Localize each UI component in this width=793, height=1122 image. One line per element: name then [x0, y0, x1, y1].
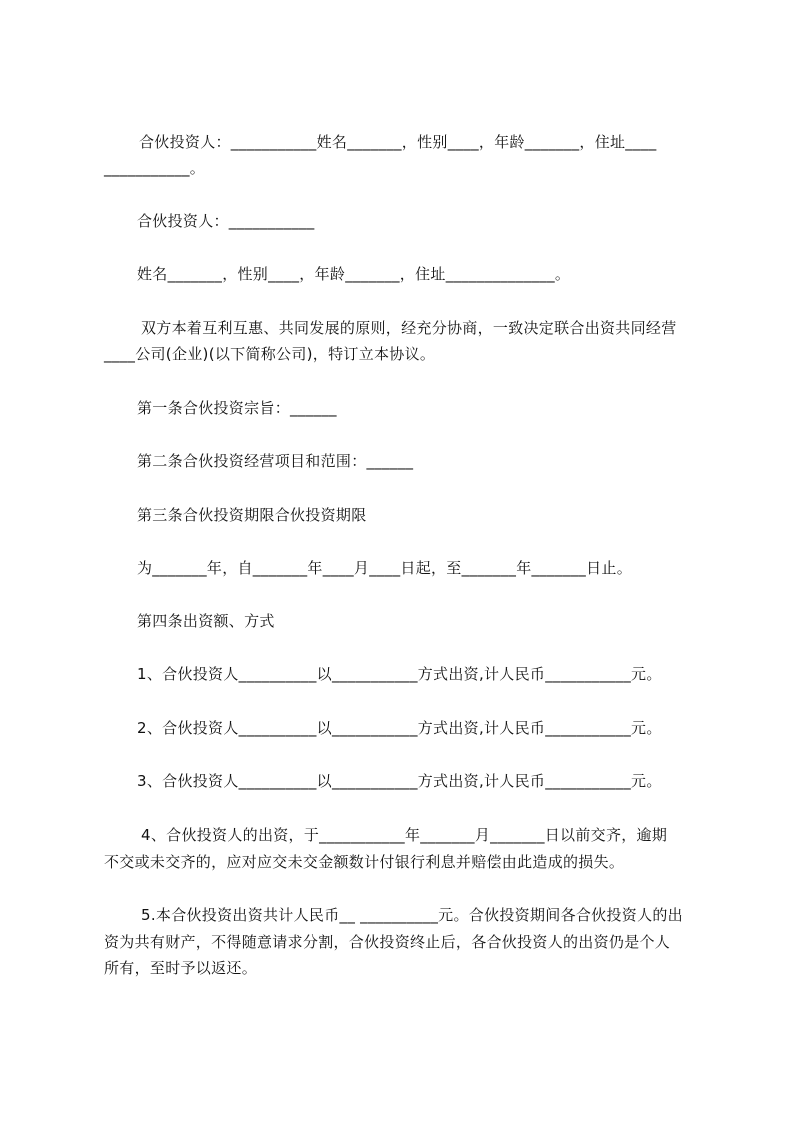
- preamble-line-1: 双方本着互利互惠、共同发展的原则，经充分协商，一致决定联合出资共同经营: [141, 319, 677, 337]
- article-4-title: 第四条出资额、方式: [137, 612, 275, 630]
- partner-1-address-continued: ___________。: [104, 159, 206, 177]
- contribution-item-1: 1、合伙投资人__________以___________方式出资,计人民币___________元。: [137, 665, 662, 683]
- partner-2-line: 合伙投资人：___________: [137, 212, 315, 230]
- total-contribution-line-3: 所有，至时予以返还。: [104, 959, 258, 977]
- article-1: 第一条合伙投资宗旨：______: [137, 399, 337, 417]
- contribution-deadline-line-2: 不交或未交齐的，应对应交未交金额数计付银行利息并赔偿由此造成的损失。: [104, 853, 625, 871]
- partner-2-details: 姓名_______，性别____，年龄_______，住址______________。: [137, 265, 571, 283]
- preamble-line-2: ____公司(企业)(以下简称公司)，特订立本协议。: [104, 345, 436, 363]
- article-3-title: 第三条合伙投资期限合伙投资期限: [137, 506, 367, 524]
- contribution-item-3: 3、合伙投资人__________以___________方式出资,计人民币___________元。: [137, 772, 662, 790]
- total-contribution-line-1: 5.本合伙投资出资共计人民币__ __________元。合伙投资期间各合伙投资人的出: [141, 906, 683, 924]
- article-3-term: 为_______年，自_______年____月____日起，至_______年_______日止。: [137, 559, 633, 577]
- total-contribution-line-2: 资为共有财产，不得随意请求分割，合伙投资终止后，各合伙投资人的出资仍是个人: [104, 933, 671, 951]
- partner-1-line: 合伙投资人：___________姓名_______，性别____，年龄_______，住址____: [139, 133, 657, 151]
- article-2: 第二条合伙投资经营项目和范围：______: [137, 452, 414, 470]
- contribution-deadline-line-1: 4、合伙投资人的出资，于___________年_______月_______日以前交齐，逾期: [141, 826, 668, 844]
- contribution-item-2: 2、合伙投资人__________以___________方式出资,计人民币___________元。: [137, 719, 662, 737]
